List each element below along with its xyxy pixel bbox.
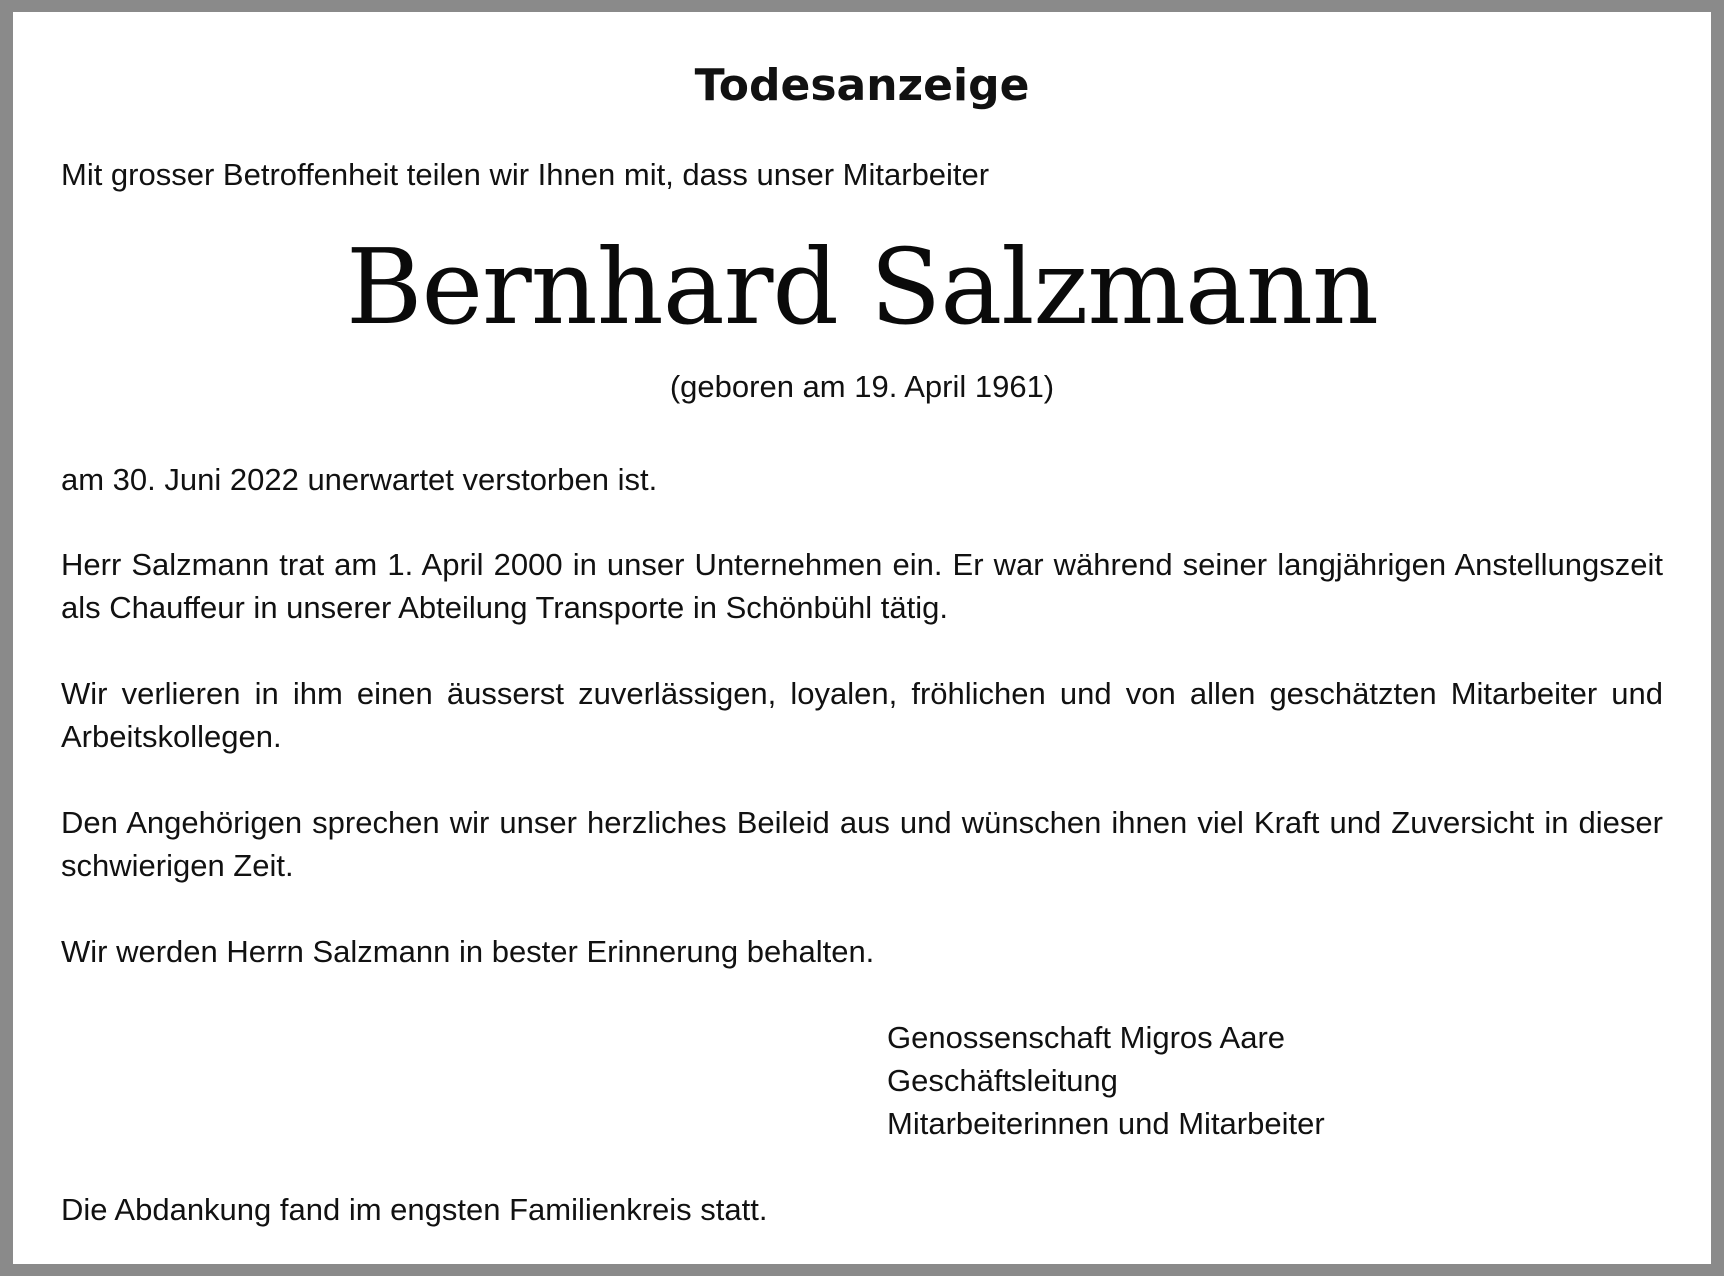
signature-block	[887, 1016, 1325, 1145]
paragraph-death-date: am 30. Juni 2022 unerwartet verstorben ist.	[61, 462, 658, 497]
signature-line-management: Geschäftsleitung	[887, 1063, 1118, 1098]
obituary-page	[13, 12, 1711, 1264]
signature-line-staff: Mitarbeiterinnen und Mitarbeiter	[887, 1106, 1325, 1141]
intro-text: Mit grosser Betroffenheit teilen wir Ihnen mit, dass unser Mitarbeiter	[61, 157, 990, 192]
paragraph-remembrance: Wir werden Herrn Salzmann in bester Erinnerung behalten.	[61, 934, 875, 969]
paragraph-condolences: Den Angehörigen sprechen wir unser herzliches Beileid aus und wünschen ihnen viel Kraft und Zuversicht in dieser schwierigen Zeit.	[61, 805, 1663, 883]
signature-line-organization: Genossenschaft Migros Aare	[887, 1020, 1286, 1055]
paragraph-employment: Herr Salzmann trat am 1. April 2000 in unser Unternehmen ein. Er war während seiner langjährigen Anstellungszeit als Chauffeur in unserer Abteilung Transporte in Schönbühl tätig.	[61, 547, 1663, 625]
birth-date: (geboren am 19. April 1961)	[669, 369, 1055, 404]
deceased-name: Bernhard Salzmann	[346, 226, 1378, 348]
funeral-note: Die Abdankung fand im engsten Familienkreis statt.	[61, 1192, 768, 1227]
notice-title: Todesanzeige	[694, 60, 1030, 111]
paragraph-tribute: Wir verlieren in ihm einen äusserst zuverlässigen, loyalen, fröhlichen und von allen geschätzten Mitarbeiter und Arbeitskollegen.	[61, 676, 1663, 754]
